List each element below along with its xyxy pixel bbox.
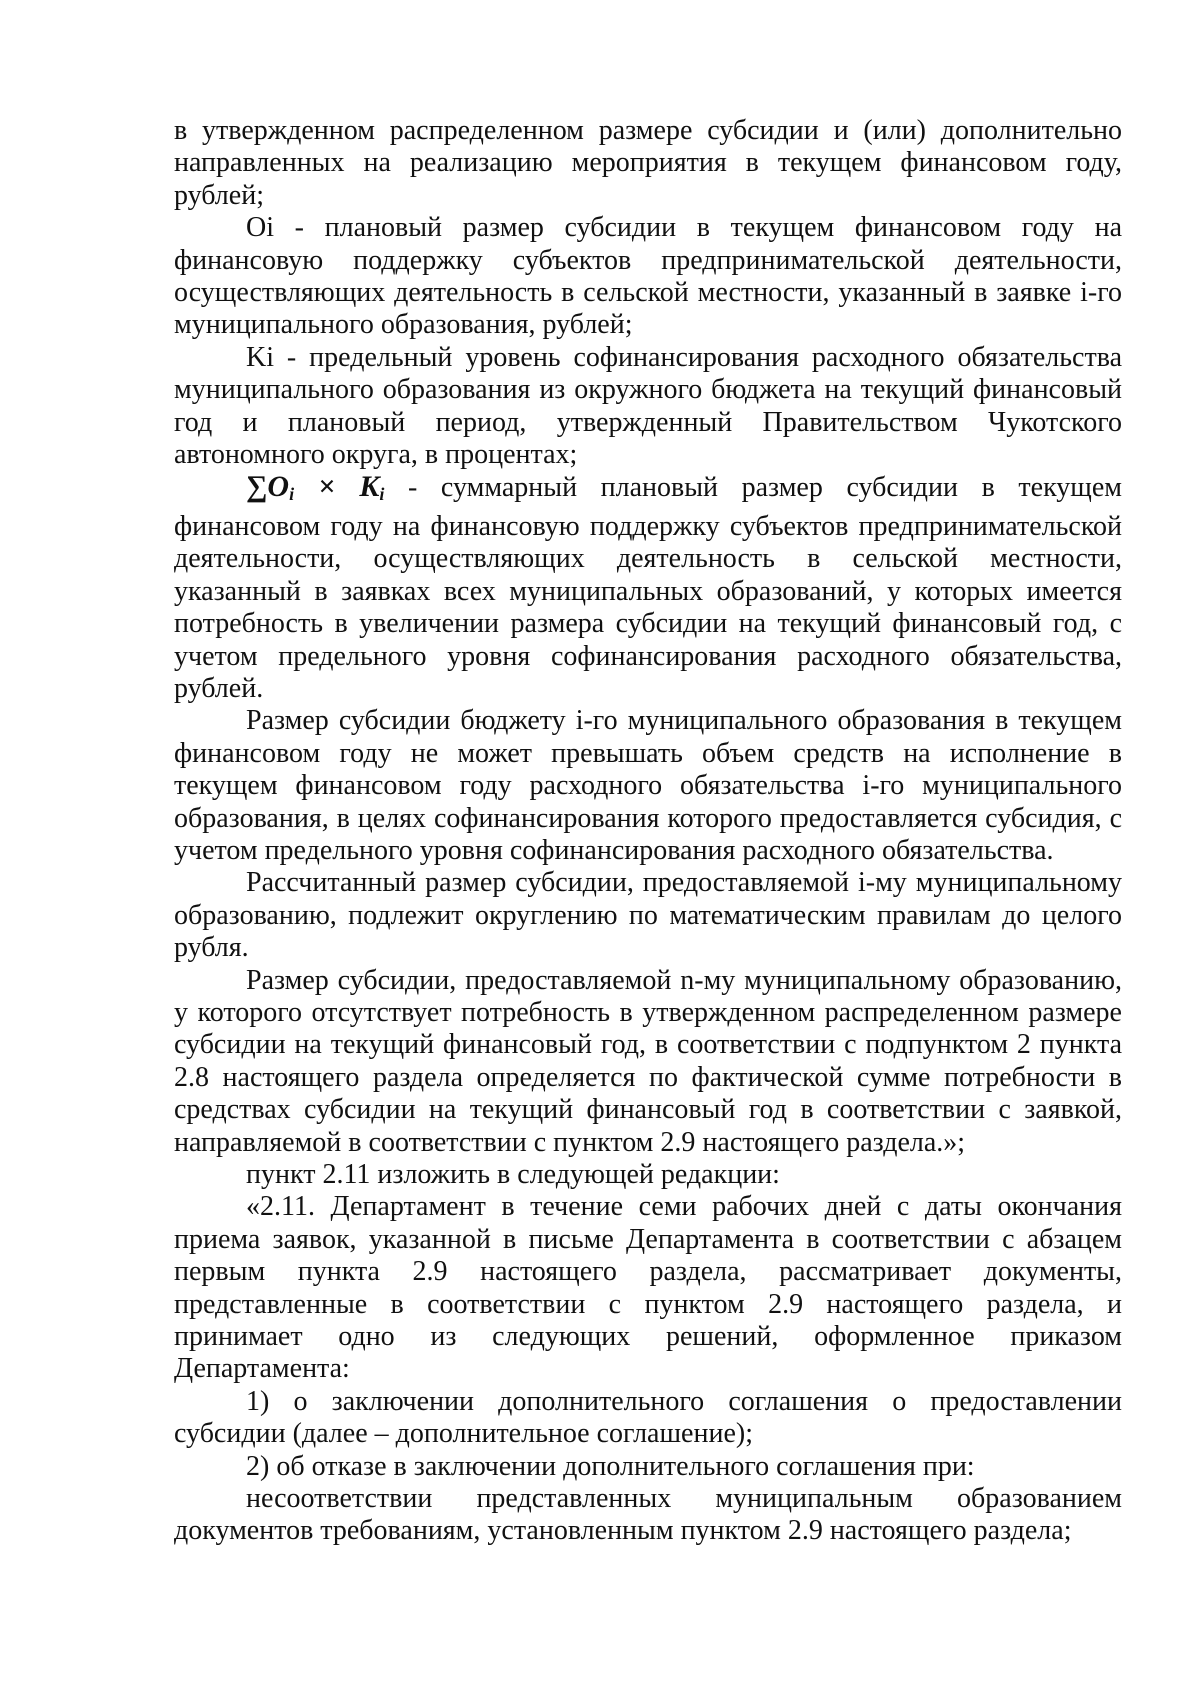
formula-times-sign: × [318, 470, 336, 504]
paragraph-subsidy-limit: Размер субсидии бюджету i-го муниципального образования в текущем финансовом году не может превышать объем средств на исполнение в текущем финансовом году расходного обязательства i-го муниципального образования, в целях софинансирования которого предоставляется субсидия, с учетом предельного уровня софинансирования расходного обязательства. [174, 705, 1122, 866]
formula-k: K [359, 470, 380, 504]
paragraph-n-municipality: Размер субсидии, предоставляемой n-му муниципальному образованию, у которого отсутствует потребность в утвержденном распределенном размере субсидии на текущий финансовый год, в соответствии с подпунктом 2 пункта 2.8 настоящего раздела определяется по фактической сумме потребности в средствах субсидии на текущий финансовый год в соответствии с заявкой, направляемой в соответствии с пунктом 2.9 настоящего раздела.»; [174, 964, 1122, 1158]
paragraph-sum-definition [174, 471, 1122, 705]
sum-definition-text: - суммарный плановый размер субсидии в текущем финансовом году на финансовую поддержку субъектов предпринимательской деятельности, осуществляющих деятельность в сельской местности, указанный в заявках всех муниципальных образований, у которых имеется потребность в увеличении размера субсидии на текущий финансовый год, с учетом предельного уровня софинансирования расходного обязательства, рублей. [174, 472, 1122, 704]
formula-sum-sign: ∑ [246, 470, 268, 504]
document-body [174, 115, 1122, 1548]
paragraph-decision-2: 2) об отказе в заключении дополнительного соглашения при: [246, 1450, 975, 1482]
sum-formula [246, 470, 384, 503]
paragraph-item-2-11-intro: пункт 2.11 изложить в следующей редакции: [246, 1159, 780, 1190]
formula-k-subscript: i [379, 484, 385, 505]
paragraph-item-2-11: «2.11. Департамент в течение семи рабочих дней с даты окончания приема заявок, указанной в письме Департамента в соответствии с абзацем первым пункта 2.9 настоящего раздела, рассматривает документы, представленные в соответствии с пунктом 2.9 настоящего раздела, и принимает одно из следующих решений, оформленное приказом Департамента: [174, 1191, 1122, 1385]
paragraph-ki-definition: Ki - предельный уровень софинансирования расходного обязательства муниципального образования из окружного бюджета на текущий финансовый год и плановый период, утвержденный Правительством Чукотского автономного округа, в процентах; [174, 341, 1122, 471]
paragraph-noncompliance: несоответствии представленных муниципальным образованием документов требованиям, установленным пунктом 2.9 настоящего раздела; [174, 1483, 1122, 1547]
paragraph-rounding: Рассчитанный размер субсидии, предоставляемой i-му муниципальному образованию, подлежит округлению по математическим правилам до целого рубля. [174, 867, 1122, 964]
paragraph-oi-definition: Oi - плановый размер субсидии в текущем финансовом году на финансовую поддержку субъектов предпринимательской деятельности, осуществляющих деятельность в сельской местности, указанный в заявке i-го муниципального образования, рублей; [174, 212, 1122, 341]
paragraph-decision-1: 1) о заключении дополнительного соглашения о предоставлении субсидии (далее – дополнительное соглашение); [174, 1385, 1122, 1450]
formula-o: O [267, 470, 290, 504]
paragraph-1: в утвержденном распределенном размере субсидии и (или) дополнительно направленных на реализацию мероприятия в текущем финансовом году, рублей; [174, 115, 1122, 211]
formula-o-subscript: i [289, 484, 295, 505]
